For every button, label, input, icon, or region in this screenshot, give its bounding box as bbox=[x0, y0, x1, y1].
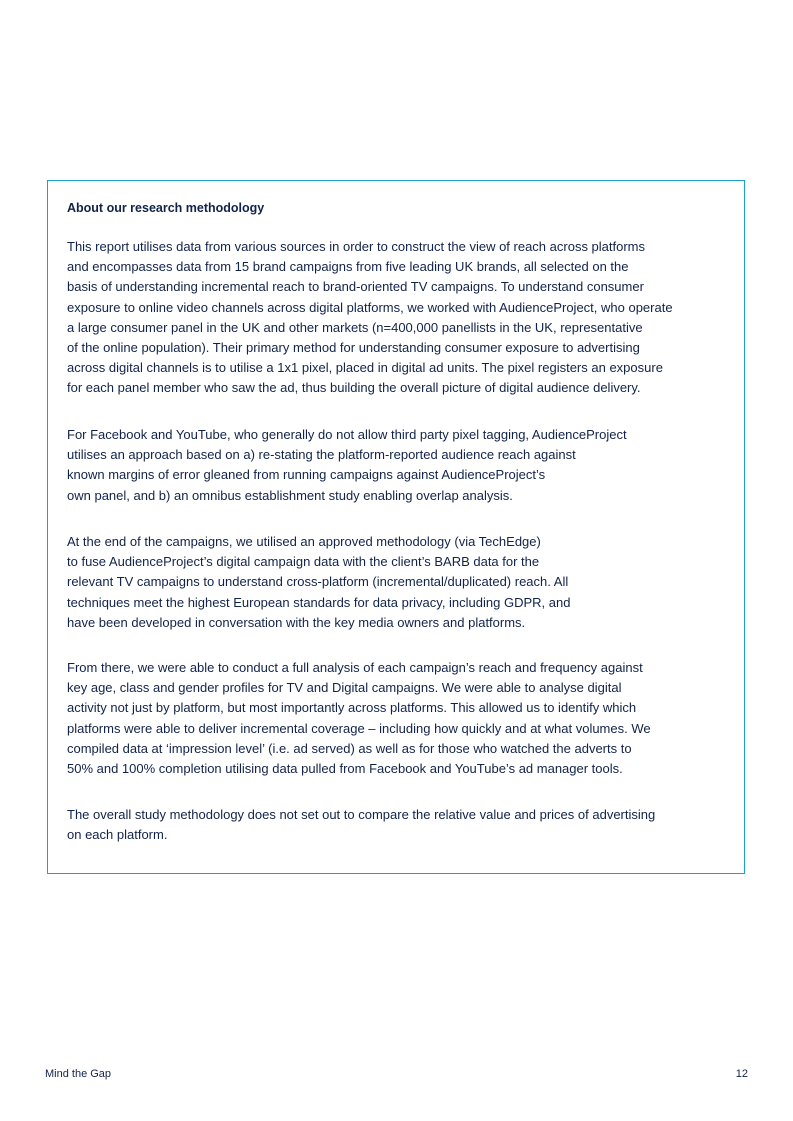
text-line: The overall study methodology does not set out to compare the relative value and prices of advertising bbox=[67, 807, 656, 822]
text-line: 50% and 100% completion utilising data pulled from Facebook and YouTube’s ad manager tools. bbox=[67, 760, 623, 776]
text-line: compiled data at ‘impression level’ (i.e. ad served) as well as for those who watched the adverts to bbox=[67, 740, 632, 756]
text-line: and encompasses data from 15 brand campaigns from five leading UK brands, all selected on the bbox=[67, 259, 629, 275]
text-line: for each panel member who saw the ad, thus building the overall picture of digital audience delivery. bbox=[67, 380, 641, 396]
text-line: a large consumer panel in the UK and other markets (n=400,000 panellists in the UK, representative bbox=[67, 319, 643, 335]
footer-page-number: 12 bbox=[735, 1068, 748, 1080]
text-line: key age, class and gender profiles for TV and Digital campaigns. We were able to analyse digital bbox=[67, 680, 622, 696]
text-line: exposure to online video channels across digital platforms, we worked with AudienceProject, who operate bbox=[67, 299, 673, 315]
text-line: of the online population). Their primary method for understanding consumer exposure to advertising bbox=[67, 339, 640, 355]
methodology-paragraph-3 bbox=[67, 532, 737, 633]
text-line: utilises an approach based on a) re-stating the platform-reported audience reach against bbox=[67, 447, 576, 463]
text-line: At the end of the campaigns, we utilised an approved methodology (via TechEdge) bbox=[67, 534, 541, 549]
text-line: on each platform. bbox=[67, 827, 168, 843]
methodology-paragraph-1 bbox=[67, 237, 737, 399]
text-line: relevant TV campaigns to understand cross-platform (incremental/duplicated) reach. All bbox=[67, 574, 569, 590]
text-line: From there, we were able to conduct a full analysis of each campaign’s reach and frequency against bbox=[67, 660, 643, 675]
methodology-box bbox=[47, 180, 745, 874]
text-line: across digital channels is to utilise a 1x1 pixel, placed in digital ad units. The pixel registers an exposure bbox=[67, 360, 663, 376]
text-line: activity not just by platform, but most importantly across platforms. This allowed us to identify which bbox=[67, 700, 637, 716]
text-line: to fuse AudienceProject’s digital campaign data with the client’s BARB data for the bbox=[67, 554, 540, 570]
text-line: known margins of error gleaned from running campaigns against AudienceProject’s bbox=[67, 467, 546, 483]
text-line: For Facebook and YouTube, who generally do not allow third party pixel tagging, AudienceProject bbox=[67, 427, 627, 442]
footer-document-title: Mind the Gap bbox=[45, 1068, 112, 1080]
methodology-paragraph-5 bbox=[67, 805, 737, 845]
text-line: This report utilises data from various sources in order to construct the view of reach across platforms bbox=[67, 239, 646, 254]
text-line: own panel, and b) an omnibus establishment study enabling overlap analysis. bbox=[67, 487, 513, 503]
methodology-paragraph-4 bbox=[67, 658, 737, 779]
methodology-title: About our research methodology bbox=[67, 201, 265, 215]
methodology-paragraph-2 bbox=[67, 425, 737, 506]
text-line: platforms were able to deliver incremental coverage – including how quickly and at what volumes. We bbox=[67, 720, 651, 736]
text-line: basis of understanding incremental reach to brand-oriented TV campaigns. To understand consumer bbox=[67, 279, 644, 295]
text-line: techniques meet the highest European standards for data privacy, including GDPR, and bbox=[67, 594, 571, 610]
text-line: have been developed in conversation with the key media owners and platforms. bbox=[67, 614, 526, 630]
